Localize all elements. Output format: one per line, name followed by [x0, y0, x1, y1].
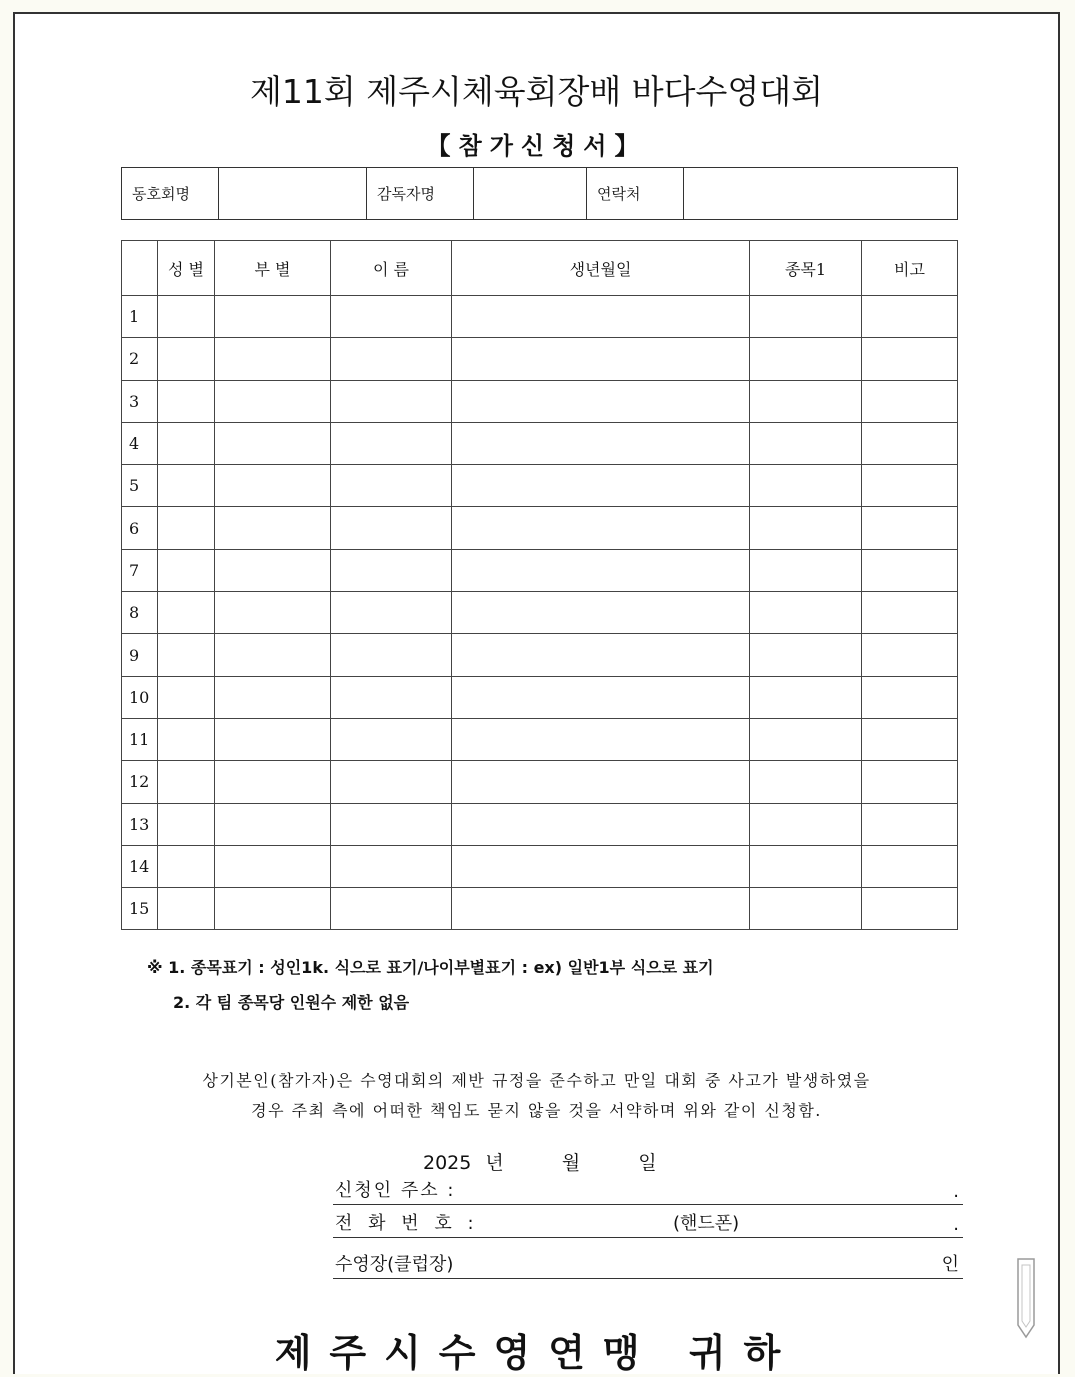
table-row — [122, 549, 958, 591]
event-cell[interactable] — [750, 422, 862, 464]
row-number: 2 — [122, 338, 158, 380]
name-cell[interactable] — [331, 592, 452, 634]
gender-cell[interactable] — [158, 803, 215, 845]
name-cell[interactable] — [331, 761, 452, 803]
name-cell[interactable] — [331, 422, 452, 464]
event-cell[interactable] — [750, 845, 862, 887]
gender-cell[interactable] — [158, 676, 215, 718]
pledge-line-2: 경우 주최 측에 어떠한 책임도 묻지 않을 것을 서약하며 위와 같이 신청함. — [251, 1101, 822, 1120]
remarks-cell[interactable] — [862, 507, 958, 549]
event-cell[interactable] — [750, 761, 862, 803]
remarks-cell[interactable] — [862, 296, 958, 338]
phone-end: . — [953, 1214, 959, 1235]
gender-cell[interactable] — [158, 845, 215, 887]
birthdate-cell[interactable] — [452, 338, 750, 380]
name-cell[interactable] — [331, 888, 452, 930]
division-cell[interactable] — [215, 422, 331, 464]
name-cell[interactable] — [331, 380, 452, 422]
paperclip-icon — [1013, 1255, 1039, 1341]
document-subtitle: 【참가신청서】 — [426, 132, 647, 160]
recipient-footer: 제주시수영연맹 귀하 — [274, 1330, 799, 1375]
club-info-table — [121, 167, 958, 220]
row-number: 10 — [122, 676, 158, 718]
birthdate-cell[interactable] — [452, 465, 750, 507]
remarks-cell[interactable] — [862, 718, 958, 760]
date-month-unit: 월 — [561, 1152, 581, 1174]
name-cell[interactable] — [331, 338, 452, 380]
table-row — [122, 803, 958, 845]
gender-cell[interactable] — [158, 296, 215, 338]
event-cell[interactable] — [750, 380, 862, 422]
event-cell[interactable] — [750, 634, 862, 676]
division-cell[interactable] — [215, 380, 331, 422]
birthdate-cell[interactable] — [452, 549, 750, 591]
row-number: 7 — [122, 549, 158, 591]
event-cell[interactable] — [750, 465, 862, 507]
event-cell[interactable] — [750, 676, 862, 718]
gender-cell[interactable] — [158, 549, 215, 591]
table-row — [122, 338, 958, 380]
pledge-line-1: 상기본인(참가자)은 수영대회의 제반 규정을 준수하고 만일 대회 중 사고가 발생하였을 — [202, 1071, 871, 1090]
event-cell[interactable] — [750, 718, 862, 760]
address-end: . — [953, 1181, 959, 1202]
division-cell[interactable] — [215, 296, 331, 338]
name-cell[interactable] — [331, 296, 452, 338]
header-remarks: 비고 — [862, 241, 958, 296]
club-name-label: 동호회명 — [122, 168, 219, 220]
division-cell[interactable] — [215, 338, 331, 380]
event-cell[interactable] — [750, 803, 862, 845]
row-number: 11 — [122, 718, 158, 760]
birthdate-cell[interactable] — [452, 507, 750, 549]
participant-roster-table — [121, 240, 958, 930]
row-number: 8 — [122, 592, 158, 634]
application-form-sheet — [13, 12, 1060, 1374]
table-row — [122, 888, 958, 930]
row-number: 15 — [122, 888, 158, 930]
gender-cell[interactable] — [158, 888, 215, 930]
division-cell[interactable] — [215, 718, 331, 760]
table-row — [122, 761, 958, 803]
remarks-cell[interactable] — [862, 465, 958, 507]
note-line-1: ※ 1. 종목표기 : 성인1k. 식으로 표기/나이부별표기 : ex) 일반1부 식으로 표기 — [147, 958, 714, 977]
birthdate-cell[interactable] — [452, 422, 750, 464]
name-cell[interactable] — [331, 465, 452, 507]
table-row — [122, 634, 958, 676]
note-line-2: 2. 각 팀 종목당 인원수 제한 없음 — [173, 993, 410, 1012]
row-number: 14 — [122, 845, 158, 887]
row-number: 1 — [122, 296, 158, 338]
remarks-cell[interactable] — [862, 803, 958, 845]
gender-cell[interactable] — [158, 592, 215, 634]
header-number — [122, 241, 158, 296]
row-number: 13 — [122, 803, 158, 845]
header-gender: 성 별 — [158, 241, 215, 296]
birthdate-cell[interactable] — [452, 380, 750, 422]
remarks-cell[interactable] — [862, 422, 958, 464]
birthdate-cell[interactable] — [452, 845, 750, 887]
division-cell[interactable] — [215, 465, 331, 507]
table-row — [122, 465, 958, 507]
division-cell[interactable] — [215, 845, 331, 887]
division-cell[interactable] — [215, 507, 331, 549]
table-row — [122, 718, 958, 760]
club-leader-line[interactable] — [333, 1252, 963, 1279]
header-birthdate: 생년월일 — [452, 241, 750, 296]
division-cell[interactable] — [215, 676, 331, 718]
table-row — [122, 592, 958, 634]
header-name: 이 름 — [331, 241, 452, 296]
remarks-cell[interactable] — [862, 676, 958, 718]
row-number: 3 — [122, 380, 158, 422]
date-year: 2025 — [423, 1152, 472, 1174]
table-row — [122, 422, 958, 464]
coach-name-field[interactable] — [474, 168, 587, 220]
birthdate-cell[interactable] — [452, 718, 750, 760]
name-cell[interactable] — [331, 549, 452, 591]
document-title: 제11회 제주시체육회장배 바다수영대회 — [249, 72, 824, 111]
remarks-cell[interactable] — [862, 888, 958, 930]
birthdate-cell[interactable] — [452, 803, 750, 845]
date-day-unit: 일 — [638, 1152, 657, 1174]
gender-cell[interactable] — [158, 634, 215, 676]
remarks-cell[interactable] — [862, 338, 958, 380]
name-cell[interactable] — [331, 718, 452, 760]
row-number: 5 — [122, 465, 158, 507]
row-number: 9 — [122, 634, 158, 676]
pledge-statement — [15, 1066, 1058, 1126]
remarks-cell[interactable] — [862, 549, 958, 591]
table-row — [122, 296, 958, 338]
phone-label: 전 화 번 호 : — [335, 1213, 479, 1234]
division-cell[interactable] — [215, 761, 331, 803]
name-cell[interactable] — [331, 676, 452, 718]
coach-name-label: 감독자명 — [367, 168, 474, 220]
birthdate-cell[interactable] — [452, 592, 750, 634]
name-cell[interactable] — [331, 507, 452, 549]
gender-cell[interactable] — [158, 380, 215, 422]
notes-section — [147, 950, 714, 1020]
gender-cell[interactable] — [158, 507, 215, 549]
phone-mobile-label: (핸드폰) — [673, 1213, 740, 1234]
division-cell[interactable] — [215, 592, 331, 634]
event-cell[interactable] — [750, 507, 862, 549]
event-cell[interactable] — [750, 888, 862, 930]
birthdate-cell[interactable] — [452, 888, 750, 930]
remarks-cell[interactable] — [862, 845, 958, 887]
roster-header-row — [122, 241, 958, 296]
remarks-cell[interactable] — [862, 761, 958, 803]
roster-body — [122, 296, 958, 930]
remarks-cell[interactable] — [862, 380, 958, 422]
birthdate-cell[interactable] — [452, 634, 750, 676]
event-cell[interactable] — [750, 338, 862, 380]
row-number: 6 — [122, 507, 158, 549]
remarks-cell[interactable] — [862, 634, 958, 676]
gender-cell[interactable] — [158, 338, 215, 380]
date-year-unit: 년 — [485, 1152, 504, 1174]
contact-field[interactable] — [684, 168, 958, 220]
row-number: 12 — [122, 761, 158, 803]
application-date — [423, 1148, 657, 1175]
division-cell[interactable] — [215, 634, 331, 676]
name-cell[interactable] — [331, 803, 452, 845]
birthdate-cell[interactable] — [452, 761, 750, 803]
table-row — [122, 676, 958, 718]
division-cell[interactable] — [215, 549, 331, 591]
event-cell[interactable] — [750, 592, 862, 634]
gender-cell[interactable] — [158, 718, 215, 760]
address-label: 신청인 주소 : — [335, 1180, 456, 1201]
name-cell[interactable] — [331, 634, 452, 676]
remarks-cell[interactable] — [862, 592, 958, 634]
header-event: 종목1 — [750, 241, 862, 296]
birthdate-cell[interactable] — [452, 296, 750, 338]
name-cell[interactable] — [331, 845, 452, 887]
gender-cell[interactable] — [158, 422, 215, 464]
applicant-phone-line[interactable] — [333, 1211, 963, 1238]
gender-cell[interactable] — [158, 465, 215, 507]
event-cell[interactable] — [750, 296, 862, 338]
club-name-field[interactable] — [219, 168, 367, 220]
row-number: 4 — [122, 422, 158, 464]
birthdate-cell[interactable] — [452, 676, 750, 718]
division-cell[interactable] — [215, 803, 331, 845]
event-cell[interactable] — [750, 549, 862, 591]
table-row — [122, 507, 958, 549]
gender-cell[interactable] — [158, 761, 215, 803]
header-division: 부 별 — [215, 241, 331, 296]
applicant-address-line[interactable] — [333, 1178, 963, 1205]
seal-mark: 인 — [941, 1254, 959, 1275]
contact-label: 연락처 — [587, 168, 684, 220]
division-cell[interactable] — [215, 888, 331, 930]
table-row — [122, 845, 958, 887]
table-row — [122, 380, 958, 422]
leader-label: 수영장(클럽장) — [335, 1254, 454, 1275]
